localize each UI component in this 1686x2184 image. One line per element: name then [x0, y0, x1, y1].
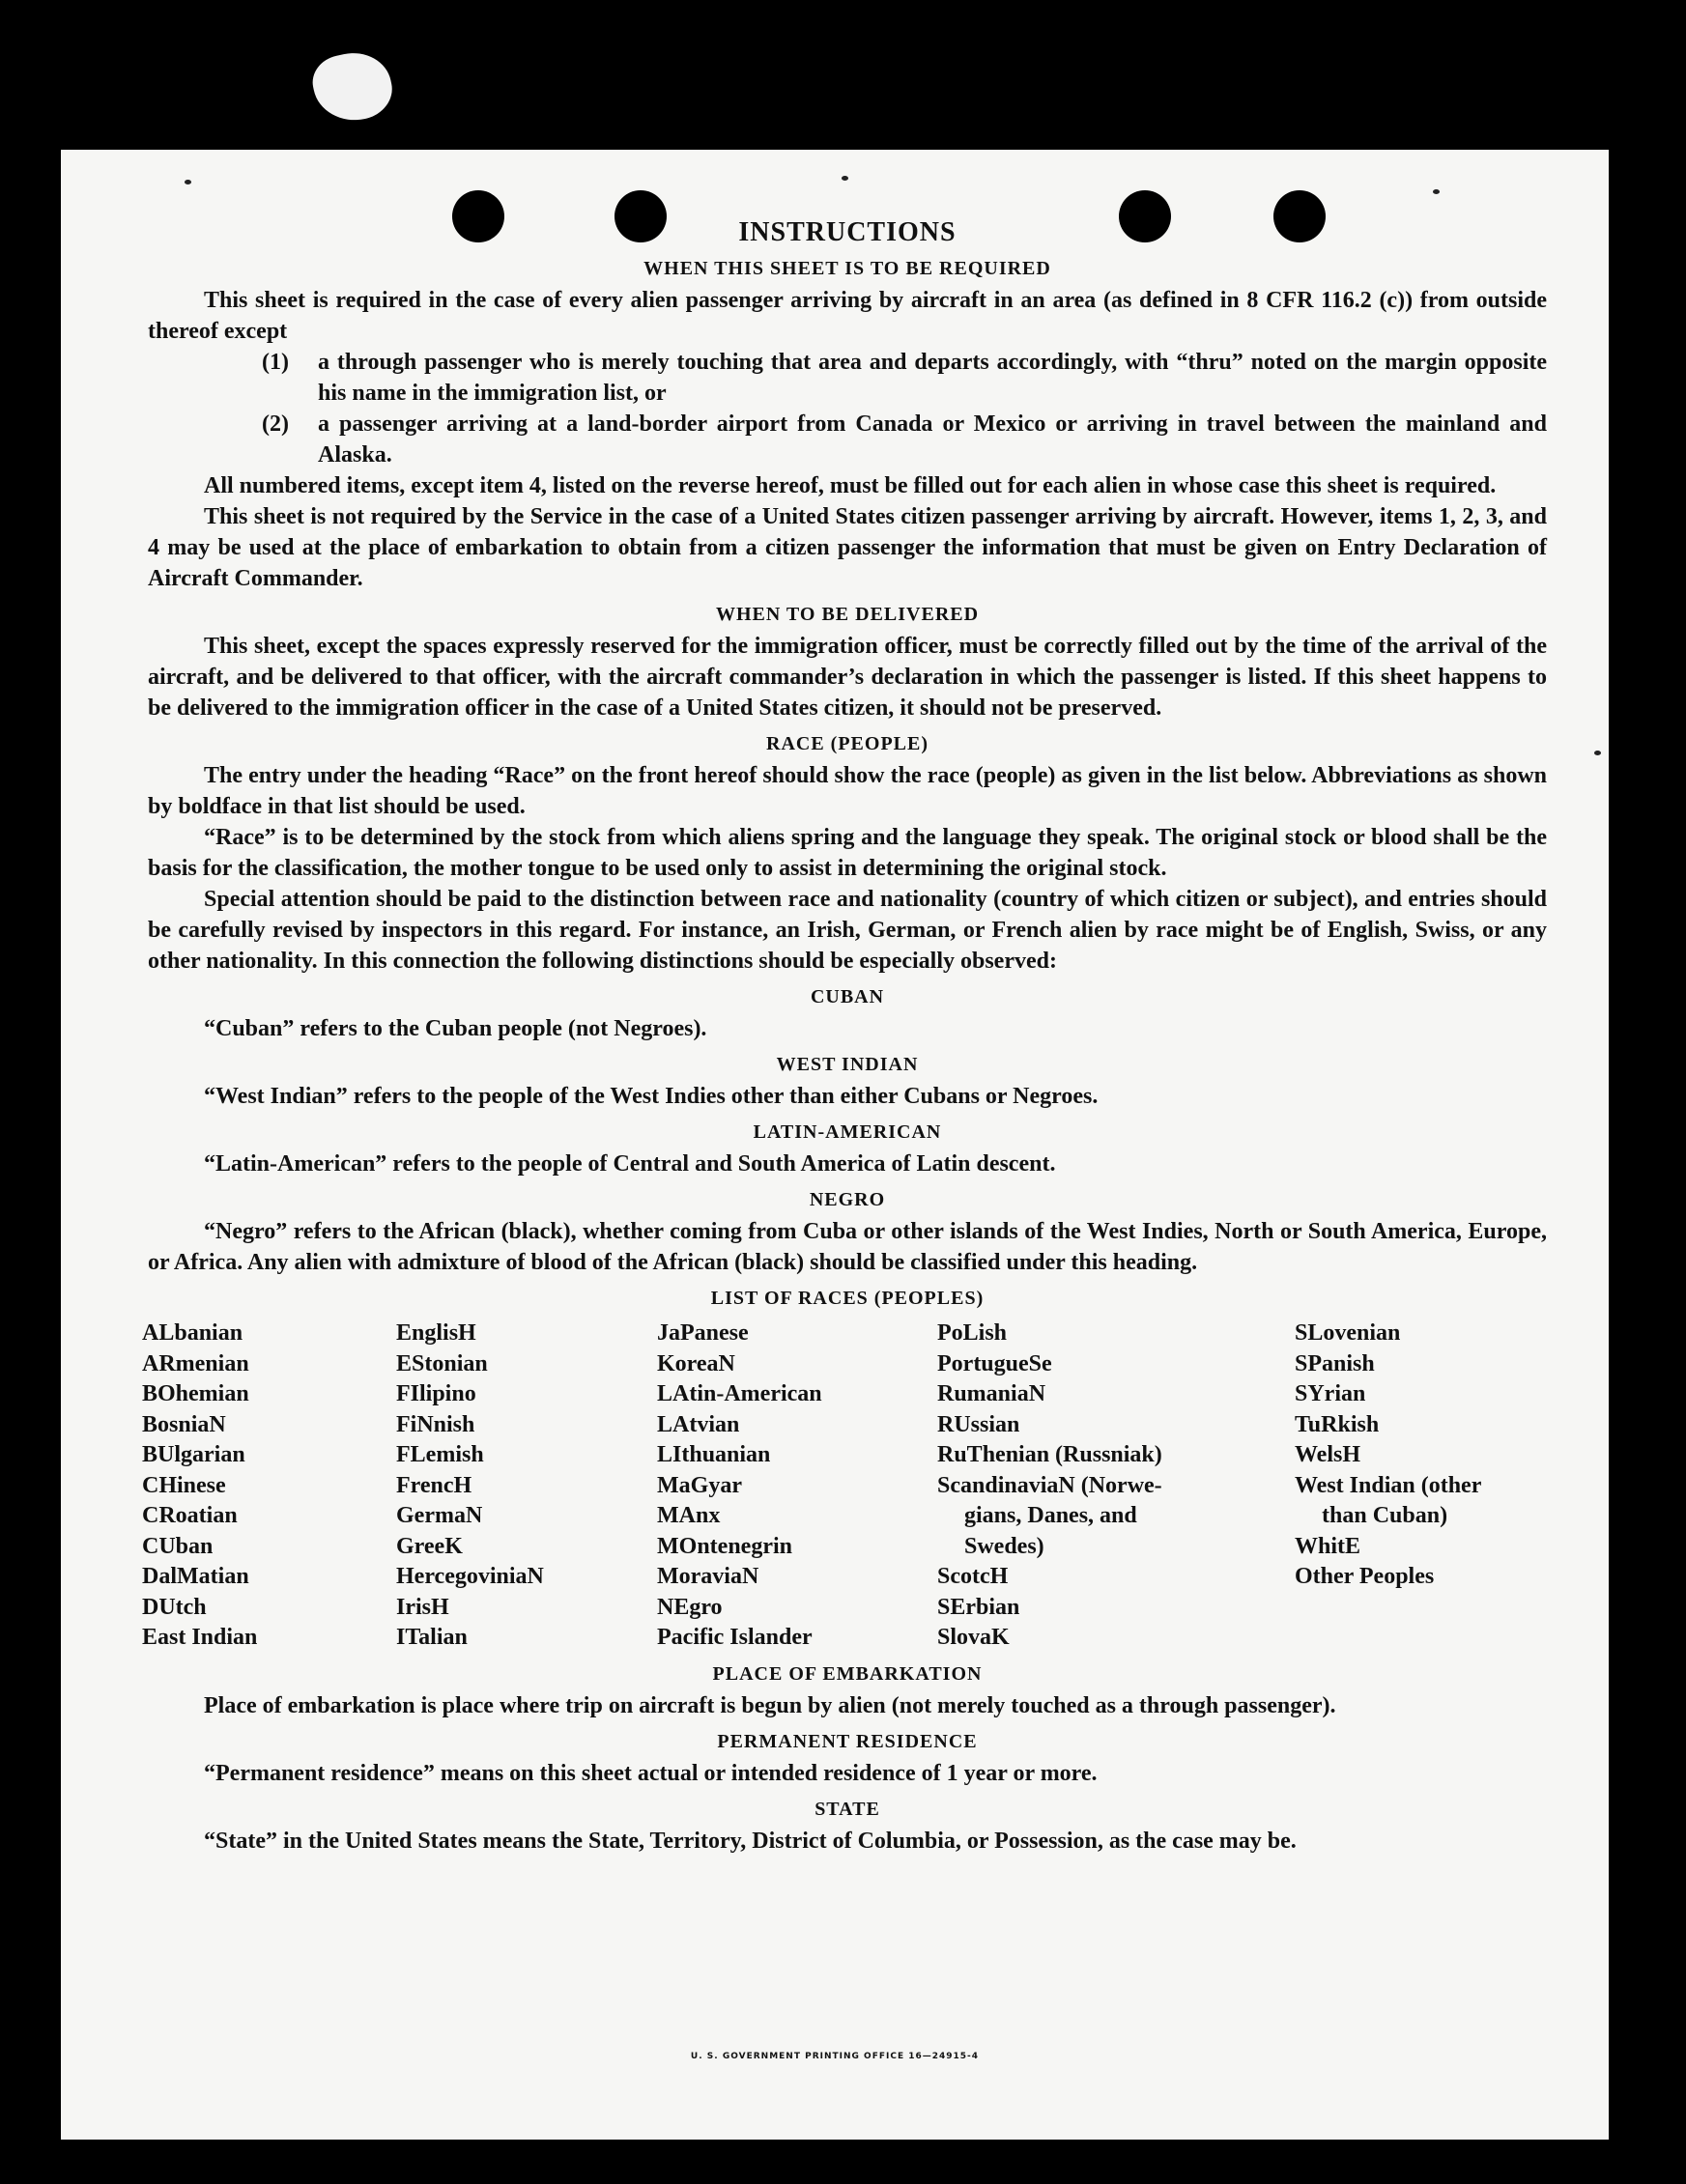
heading-embarkation: PLACE OF EMBARKATION [712, 1662, 983, 1685]
race-item: FiNnish [396, 1411, 475, 1437]
latin-american-text: “Latin-American” refers to the people of Central and South America of Latin descent. [204, 1151, 1056, 1177]
required-para-3: This sheet is not required by the Service in the case of a United States citizen passenger arriving by aircraft. However, items 1, 2, 3, and 4 may be used at the place of embarkation to obtain from a citizen passenger the information that must be given on Entry Declaration of Aircraft Commander. [148, 504, 1547, 591]
race-item: RumaniaN [937, 1381, 1046, 1406]
race-item-continued: gians, Danes, and [964, 1503, 1137, 1528]
race-item: MAnx [657, 1503, 721, 1528]
cuban-text: “Cuban” refers to the Cuban people (not Negroes). [204, 1016, 707, 1041]
race-item: GermaN [396, 1503, 483, 1528]
residence-text: “Permanent residence” means on this sheet actual or intended residence of 1 year or more. [204, 1760, 1098, 1786]
race-item: ScandinaviaN (Norwe- [937, 1472, 1162, 1498]
races-column-5 [1295, 1319, 1553, 1654]
race-item: LAtin-American [657, 1381, 822, 1406]
race-item: SLovenian [1295, 1320, 1401, 1346]
race-item: NEgro [657, 1594, 723, 1620]
race-item: RuThenian (Russniak) [937, 1442, 1162, 1467]
race-item: TuRkish [1295, 1411, 1380, 1437]
race-para-3: Special attention should be paid to the distinction between race and nationality (country of which citizen or subject), and entries should be carefully revised by inspectors in this regard. For instance, an Irish, German, or French alien by race might be of English, Swiss, or any other nationality. In this connection the following distinctions should be especially observed: [148, 887, 1547, 974]
item-number: (2) [262, 411, 289, 437]
speck [1594, 751, 1601, 755]
race-item: JaPanese [657, 1320, 749, 1346]
race-item: IrisH [396, 1594, 449, 1620]
race-item: SPanish [1295, 1350, 1375, 1376]
race-item: WhitE [1295, 1533, 1361, 1559]
speck [842, 176, 848, 181]
page-title: INSTRUCTIONS [738, 217, 957, 247]
negro-text: “Negro” refers to the African (black), whether coming from Cuba or other islands of the West Indies, North or South America, Europe, or Africa. Any alien with admixture of blood of the African (black) should be classified under this heading. [148, 1219, 1547, 1275]
race-item: EnglisH [396, 1320, 476, 1346]
heading-cuban: CUBAN [810, 986, 885, 1007]
race-item: PoLish [937, 1320, 1008, 1346]
required-para-2: All numbered items, except item 4, listed on the reverse hereof, must be filled out for each alien in whose case this sheet is required. [204, 473, 1497, 498]
item-text: a passenger arriving at a land-border airport from Canada or Mexico or arriving in travel between the mainland and Alaska. [318, 411, 1547, 468]
race-item: SlovaK [937, 1625, 1010, 1650]
instruction-sheet [61, 150, 1609, 2140]
instructions-text [142, 217, 1547, 1857]
embarkation-text: Place of embarkation is place where trip on aircraft is begun by alien (not merely touched as a through passenger). [204, 1692, 1336, 1718]
race-item: SErbian [937, 1594, 1020, 1620]
race-item: KoreaN [657, 1350, 735, 1376]
race-item: BOhemian [142, 1381, 249, 1406]
race-item-continued: than Cuban) [1322, 1503, 1448, 1528]
speck [1433, 189, 1440, 194]
race-item: HercegoviniaN [396, 1564, 544, 1589]
race-item: GreeK [396, 1533, 463, 1559]
races-column-1 [142, 1319, 396, 1654]
heading-delivered: WHEN TO BE DELIVERED [715, 604, 980, 625]
race-para-1: The entry under the heading “Race” on the front hereof should show the race (people) as given in the list below. Abbreviations as shown by boldface in that list should be used. [148, 763, 1547, 819]
printing-office-footer: U. S. GOVERNMENT PRINTING OFFICE 16—24915-4 [690, 2052, 980, 2061]
race-item: DUtch [142, 1594, 207, 1620]
heading-residence: PERMANENT RESIDENCE [717, 1730, 978, 1752]
item-number: (1) [262, 350, 289, 375]
race-item: EStonian [396, 1350, 488, 1376]
race-item: MaGyar [657, 1472, 742, 1498]
race-item: RUssian [937, 1411, 1020, 1437]
race-item: East Indian [142, 1625, 258, 1650]
race-item: FLemish [396, 1442, 484, 1467]
heading-latin-american: LATIN-AMERICAN [753, 1121, 942, 1143]
race-item: SYrian [1295, 1381, 1366, 1406]
item-text: a through passenger who is merely touching that area and departs accordingly, with “thru” noted on the margin opposite his name in the immigration list, or [318, 350, 1547, 406]
race-item: BUlgarian [142, 1442, 245, 1467]
race-item: FIlipino [396, 1381, 476, 1406]
races-column-2 [396, 1319, 657, 1654]
west-indian-text: “West Indian” refers to the people of the West Indies other than either Cubans or Negroes. [204, 1084, 1099, 1109]
heading-state: STATE [814, 1798, 880, 1820]
heading-negro: NEGRO [809, 1189, 886, 1210]
races-list [142, 1319, 1553, 1654]
exception-item-1 [148, 347, 1547, 409]
race-item-continued: Swedes) [964, 1533, 1044, 1559]
race-item: LAtvian [657, 1411, 740, 1437]
heading-required: WHEN THIS SHEET IS TO BE REQUIRED [643, 258, 1051, 279]
heading-race: RACE (PEOPLE) [766, 733, 929, 754]
delivered-text: This sheet, except the spaces expressly reserved for the immigration officer, must be correctly filled out by the time of the arrival of the aircraft, and be delivered to that officer, with the aircraft commander’s declaration in which the passenger is listed. If this sheet happens to be delivered to the immigration officer in the case of a United States citizen, it should not be preserved. [148, 634, 1547, 721]
speck [185, 180, 191, 184]
race-item: Other Peoples [1295, 1564, 1435, 1589]
race-item: ARmenian [142, 1350, 249, 1376]
race-para-2: “Race” is to be determined by the stock from which aliens spring and the language they speak. The original stock or blood shall be the basis for the classification, the mother tongue to be used only to assist in determining the original stock. [148, 825, 1547, 881]
race-item: West Indian (other [1295, 1472, 1482, 1498]
race-item: BosniaN [142, 1411, 226, 1437]
race-item: DalMatian [142, 1564, 249, 1589]
paper-scrap [308, 45, 398, 128]
race-item: ALbanian [142, 1320, 243, 1346]
race-item: MOntenegrin [657, 1533, 792, 1559]
races-column-4 [937, 1319, 1295, 1654]
race-item: CUban [142, 1533, 214, 1559]
state-text: “State” in the United States means the State, Territory, District of Columbia, or Possession, as the case may be. [204, 1828, 1297, 1854]
heading-list-of-races: LIST OF RACES (PEOPLES) [710, 1288, 985, 1309]
races-column-3 [657, 1319, 937, 1654]
heading-west-indian: WEST INDIAN [776, 1054, 919, 1075]
race-item: ScotcH [937, 1564, 1009, 1589]
race-item: PortugueSe [937, 1350, 1052, 1376]
race-item: FrencH [396, 1472, 472, 1498]
race-item: ITalian [396, 1625, 468, 1650]
race-item: CHinese [142, 1472, 226, 1498]
race-item: CRoatian [142, 1503, 238, 1528]
race-item: MoraviaN [657, 1564, 759, 1589]
race-item: WelsH [1295, 1442, 1361, 1467]
exception-item-2 [148, 409, 1547, 470]
race-item: LIthuanian [657, 1442, 771, 1467]
required-intro: This sheet is required in the case of every alien passenger arriving by aircraft in an area (as defined in 8 CFR 116.2 (c)) from outside thereof except [148, 288, 1547, 344]
race-item: Pacific Islander [657, 1625, 813, 1650]
